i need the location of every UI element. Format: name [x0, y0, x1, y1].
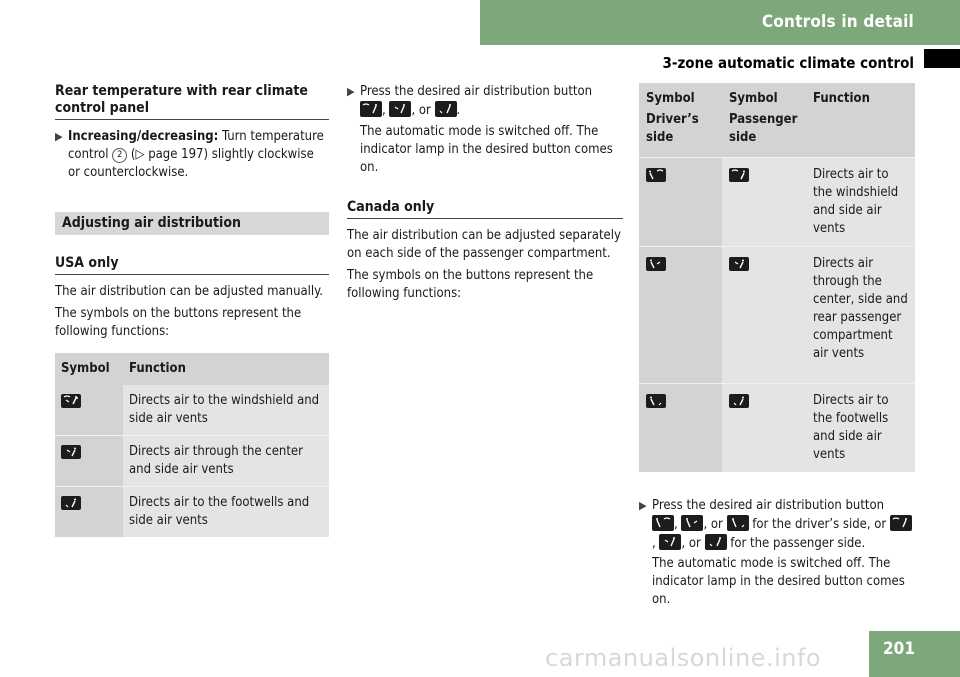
passenger-footwell-icon — [729, 394, 749, 408]
separator: , or — [681, 536, 705, 551]
function-cell: Directs air to the footwells and side air vents — [806, 384, 915, 473]
center-side-vents-icon — [61, 445, 81, 459]
table-row — [55, 436, 329, 487]
usa-paragraph-2: The symbols on the buttons represent the following functions: — [55, 306, 302, 339]
header-function: Function — [813, 91, 870, 106]
passenger-windshield-icon — [890, 515, 912, 531]
step-press-button-usa — [347, 83, 623, 177]
header-line: Passenger — [729, 112, 798, 127]
step-result-paragraph: The automatic mode is switched off. The indicator lamp in the desired button comes on. — [360, 124, 613, 175]
step-text: Press the desired air distribution button — [652, 498, 885, 513]
separator: , — [382, 103, 390, 118]
separator: , or — [703, 517, 727, 532]
driver-symbol-cell — [639, 384, 722, 473]
passenger-windshield-icon — [729, 168, 749, 182]
table-row — [639, 158, 915, 247]
middle-column — [347, 83, 623, 303]
function-cell: Directs air through the center, side and rear passenger compartment air vents — [806, 247, 915, 384]
driver-center-rear-icon — [646, 257, 666, 271]
passenger-symbol-cell — [722, 247, 806, 384]
separator: , or — [411, 103, 435, 118]
function-cell: Directs air to the windshield and side air vents — [806, 158, 915, 247]
canada-paragraph-2: The symbols on the buttons represent the following functions: — [347, 268, 594, 301]
air-distribution-band: Adjusting air distribution — [55, 212, 329, 235]
header-line: Driver’s — [646, 112, 699, 127]
step-text: Turn temperature control — [68, 129, 324, 162]
passenger-symbol-cell — [722, 384, 806, 473]
step-text: Press the desired air distribution button — [360, 84, 593, 99]
usa-only-heading: USA only — [55, 255, 329, 275]
right-column — [639, 83, 915, 609]
canada-symbol-table — [639, 83, 915, 472]
section-title: Controls in detail — [761, 12, 914, 32]
table-row — [55, 487, 329, 538]
footwell-side-vents-icon — [61, 496, 81, 510]
arrow-bullet-icon: ▶ — [55, 130, 63, 143]
windshield-side-vents-icon — [360, 101, 382, 117]
header-driver-symbol — [639, 83, 722, 158]
function-cell: Directs air through the center and side air vents — [123, 436, 329, 487]
passenger-center-rear-icon — [659, 534, 681, 550]
arrow-bullet-icon: ▶ — [347, 85, 355, 98]
rear-temperature-heading: Rear temperature with rear climate control panel — [55, 83, 329, 120]
driver-footwell-icon — [727, 515, 749, 531]
page-reference: (▷ page 197) slightly clockwise or counterclockwise. — [68, 147, 314, 180]
table-header-row — [639, 83, 915, 158]
header-symbol: Symbol — [61, 361, 110, 376]
windshield-side-vents-icon — [61, 394, 81, 408]
symbol-cell — [55, 487, 123, 538]
usa-symbol-table — [55, 353, 329, 537]
table-row — [55, 385, 329, 436]
header-function: Function — [129, 361, 186, 376]
function-cell: Directs air to the windshield and side air vents — [123, 385, 329, 436]
driver-center-rear-icon — [681, 515, 703, 531]
symbol-cell — [55, 385, 123, 436]
canada-only-heading: Canada only — [347, 199, 623, 219]
driver-footwell-icon — [646, 394, 666, 408]
separator: , — [674, 517, 682, 532]
page-number: 201 — [883, 639, 915, 659]
step-result-paragraph: The automatic mode is switched off. The indicator lamp in the desired button comes on. — [652, 556, 905, 607]
separator: , — [652, 536, 660, 551]
header-line: Symbol — [646, 91, 695, 106]
table-header-row — [55, 353, 329, 385]
driver-windshield-icon — [652, 515, 674, 531]
arrow-bullet-icon: ▶ — [639, 499, 647, 512]
step-press-button-canada — [639, 496, 915, 609]
function-cell: Directs air to the footwells and side air vents — [123, 487, 329, 538]
watermark: carmanualsonline.info — [545, 644, 822, 672]
table-row — [639, 384, 915, 473]
subsection-title: 3-zone automatic climate control — [662, 54, 914, 72]
passenger-footwell-icon — [705, 534, 727, 550]
circled-number: 2 — [112, 148, 127, 163]
center-side-vents-icon — [389, 101, 411, 117]
driver-symbol-cell — [639, 247, 722, 384]
passenger-suffix-text: for the passenger side. — [726, 536, 866, 551]
usa-paragraph-1: The air distribution can be adjusted manually. — [55, 284, 323, 299]
passenger-symbol-cell — [722, 158, 806, 247]
header-line: Symbol — [729, 91, 778, 106]
step-rear-temperature — [55, 128, 329, 182]
passenger-center-rear-icon — [729, 257, 749, 271]
header-line: side — [646, 130, 674, 145]
step-bold-label: Increasing/decreasing: — [68, 129, 219, 144]
symbol-cell — [55, 436, 123, 487]
footwell-side-vents-icon — [435, 101, 457, 117]
header-line: side — [729, 130, 757, 145]
driver-symbol-cell — [639, 158, 722, 247]
subsection-marker — [924, 49, 960, 68]
driver-suffix-text: for the driver’s side, or — [748, 517, 890, 532]
separator: . — [456, 103, 461, 118]
left-column — [55, 83, 329, 537]
canada-paragraph-1: The air distribution can be adjusted separately on each side of the passenger compartment. — [347, 228, 621, 261]
header-passenger-symbol — [722, 83, 806, 158]
driver-windshield-icon — [646, 168, 666, 182]
table-row — [639, 247, 915, 384]
